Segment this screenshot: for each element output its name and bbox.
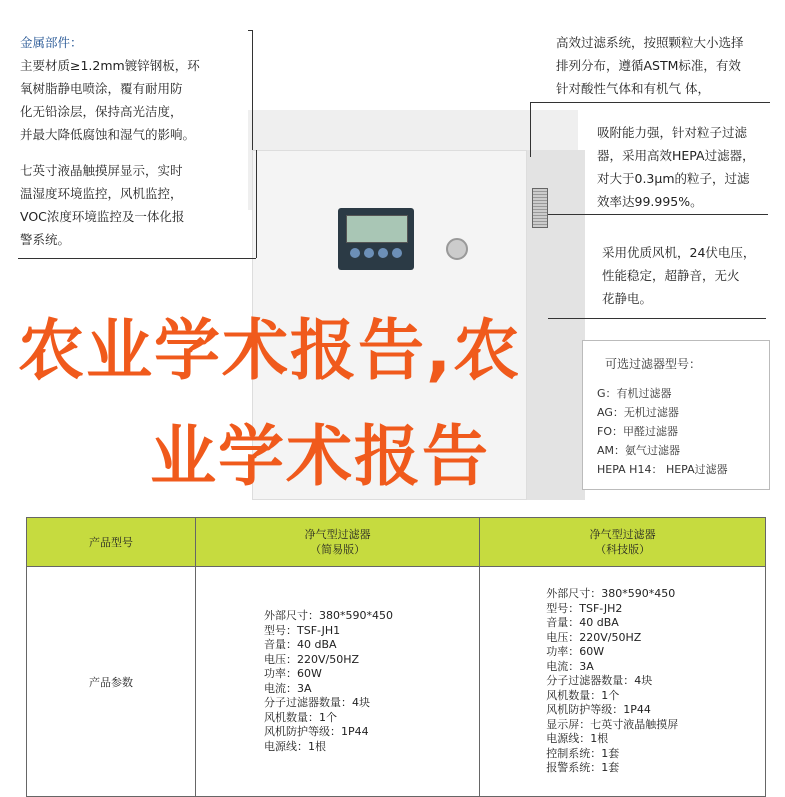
header-basic-line: 净气型过滤器: [304, 528, 371, 541]
pressure-gauge-icon: [446, 238, 468, 260]
note-line: 警系统。: [20, 232, 71, 247]
leader-line: [530, 102, 531, 157]
panel-button-icon: [378, 248, 388, 258]
note-line: 并最大降低腐蚀和湿气的影响。: [20, 127, 196, 142]
basic-specs-list: [264, 609, 478, 754]
header-tech-line: （科技版）: [595, 543, 651, 556]
filter-option: FO：甲醛过滤器: [597, 425, 678, 438]
note-line: 高效过滤系统，按照颗粒大小选择: [556, 35, 744, 50]
spec-line: 风机数量：1个: [546, 688, 620, 702]
row-label: 产品参数: [27, 567, 196, 797]
header-basic: [196, 518, 480, 567]
spec-line: 型号：TSF-JH2: [546, 601, 623, 615]
note-line: 吸附能力强，针对粒子过滤: [597, 125, 748, 140]
spec-line: 分子过滤器数量：4块: [546, 674, 653, 688]
header-model: 产品型号: [27, 518, 196, 567]
note-line: 主要材质≥1.2mm镀锌钢板，环: [20, 58, 200, 73]
lcd-display: [346, 215, 408, 243]
spec-line: 风机防护等级：1P44: [264, 725, 369, 738]
note-adsorption: [597, 121, 755, 213]
spec-line: 外部尺寸：380*590*450: [546, 587, 676, 601]
panel-button-icon: [350, 248, 360, 258]
filter-options-title: 可选过滤器型号：: [605, 357, 702, 371]
header-tech-line: 净气型过滤器: [589, 528, 656, 541]
note-metal-heading: 金属部件：: [20, 35, 83, 50]
spec-line: 功率：60W: [264, 667, 322, 680]
tech-specs-cell: [480, 567, 766, 797]
note-line: 温湿度环境监控，风机监控，: [20, 186, 183, 201]
filter-options-box: [582, 340, 770, 490]
note-line: 针对酸性气体和有机气 体，: [556, 81, 710, 96]
note-line: 氧树脂静电喷涂，覆有耐用防: [20, 81, 183, 96]
note-line: 花静电。: [602, 291, 653, 306]
spec-line: 型号：TSF-JH1: [264, 623, 341, 637]
spec-line: 电压：220V/50HZ: [264, 652, 360, 666]
spec-line: 电流：3A: [546, 659, 594, 673]
filter-option: AM：氨气过滤器: [597, 444, 681, 457]
basic-specs-cell: [196, 567, 480, 797]
leader-line: [530, 102, 770, 103]
leader-line: [256, 150, 257, 258]
filter-option: G：有机过滤器: [597, 387, 672, 400]
leader-line: [548, 214, 768, 215]
spec-line: 电压：220V/50HZ: [546, 630, 642, 644]
note-line: 器，采用高效HEPA过滤器，: [597, 148, 755, 163]
spec-line: 电源线：1根: [264, 739, 326, 753]
leader-line: [248, 30, 252, 31]
spec-line: 显示屏：七英寸液晶触摸屏: [546, 717, 679, 731]
note-line: 化无铅涂层，保持高光洁度，: [20, 104, 183, 119]
overlay-title-line2: 业学术报告: [150, 418, 490, 495]
spec-line: 外部尺寸：380*590*450: [264, 609, 393, 622]
note-line: 排列分布，遵循ASTM标准，有效: [556, 58, 741, 73]
header-basic-line: （简易版）: [310, 543, 366, 556]
control-panel: [338, 208, 414, 270]
table-header-row: [27, 518, 766, 567]
spec-line: 风机数量：1个: [264, 710, 337, 724]
note-screen: [20, 159, 184, 251]
spec-line: 分子过滤器数量：4块: [264, 696, 370, 709]
spec-line: 报警系统：1套: [546, 761, 620, 775]
note-filter-system: [556, 31, 744, 100]
note-line: 采用优质风机，24伏电压，: [602, 245, 756, 260]
side-vent-icon: [532, 188, 548, 228]
note-line: 效率达99.995%。: [597, 194, 703, 209]
leader-line: [18, 258, 256, 259]
spec-line: 电流：3A: [264, 681, 312, 695]
spec-line: 音量：40 dBA: [264, 638, 337, 651]
note-fan: [602, 241, 755, 310]
spec-line: 控制系统：1套: [546, 746, 620, 760]
note-line: 性能稳定，超静音，无火: [602, 268, 740, 283]
filter-option: HEPA H14： HEPA过滤器: [597, 463, 728, 476]
note-metal: [20, 31, 200, 146]
spec-line: 音量：40 dBA: [546, 616, 619, 630]
leader-line: [548, 318, 766, 319]
table-row: [27, 567, 766, 797]
panel-button-icon: [392, 248, 402, 258]
note-line: 对大于0.3μm的粒子，过滤: [597, 171, 750, 186]
note-line: 七英寸液晶触摸屏显示，实时: [20, 163, 183, 178]
overlay-title-line1: 农业学术报告,农: [18, 312, 522, 389]
filter-option: AG：无机过滤器: [597, 406, 679, 419]
spec-table: [26, 517, 766, 797]
spec-line: 风机防护等级：1P44: [546, 703, 651, 717]
note-line: VOC浓度环境监控及一体化报: [20, 209, 185, 224]
header-tech: [480, 518, 766, 567]
tech-specs-list: [546, 587, 764, 776]
spec-line: 电源线：1根: [546, 732, 609, 746]
leader-line: [252, 30, 253, 150]
panel-button-icon: [364, 248, 374, 258]
spec-line: 功率：60W: [546, 645, 605, 659]
